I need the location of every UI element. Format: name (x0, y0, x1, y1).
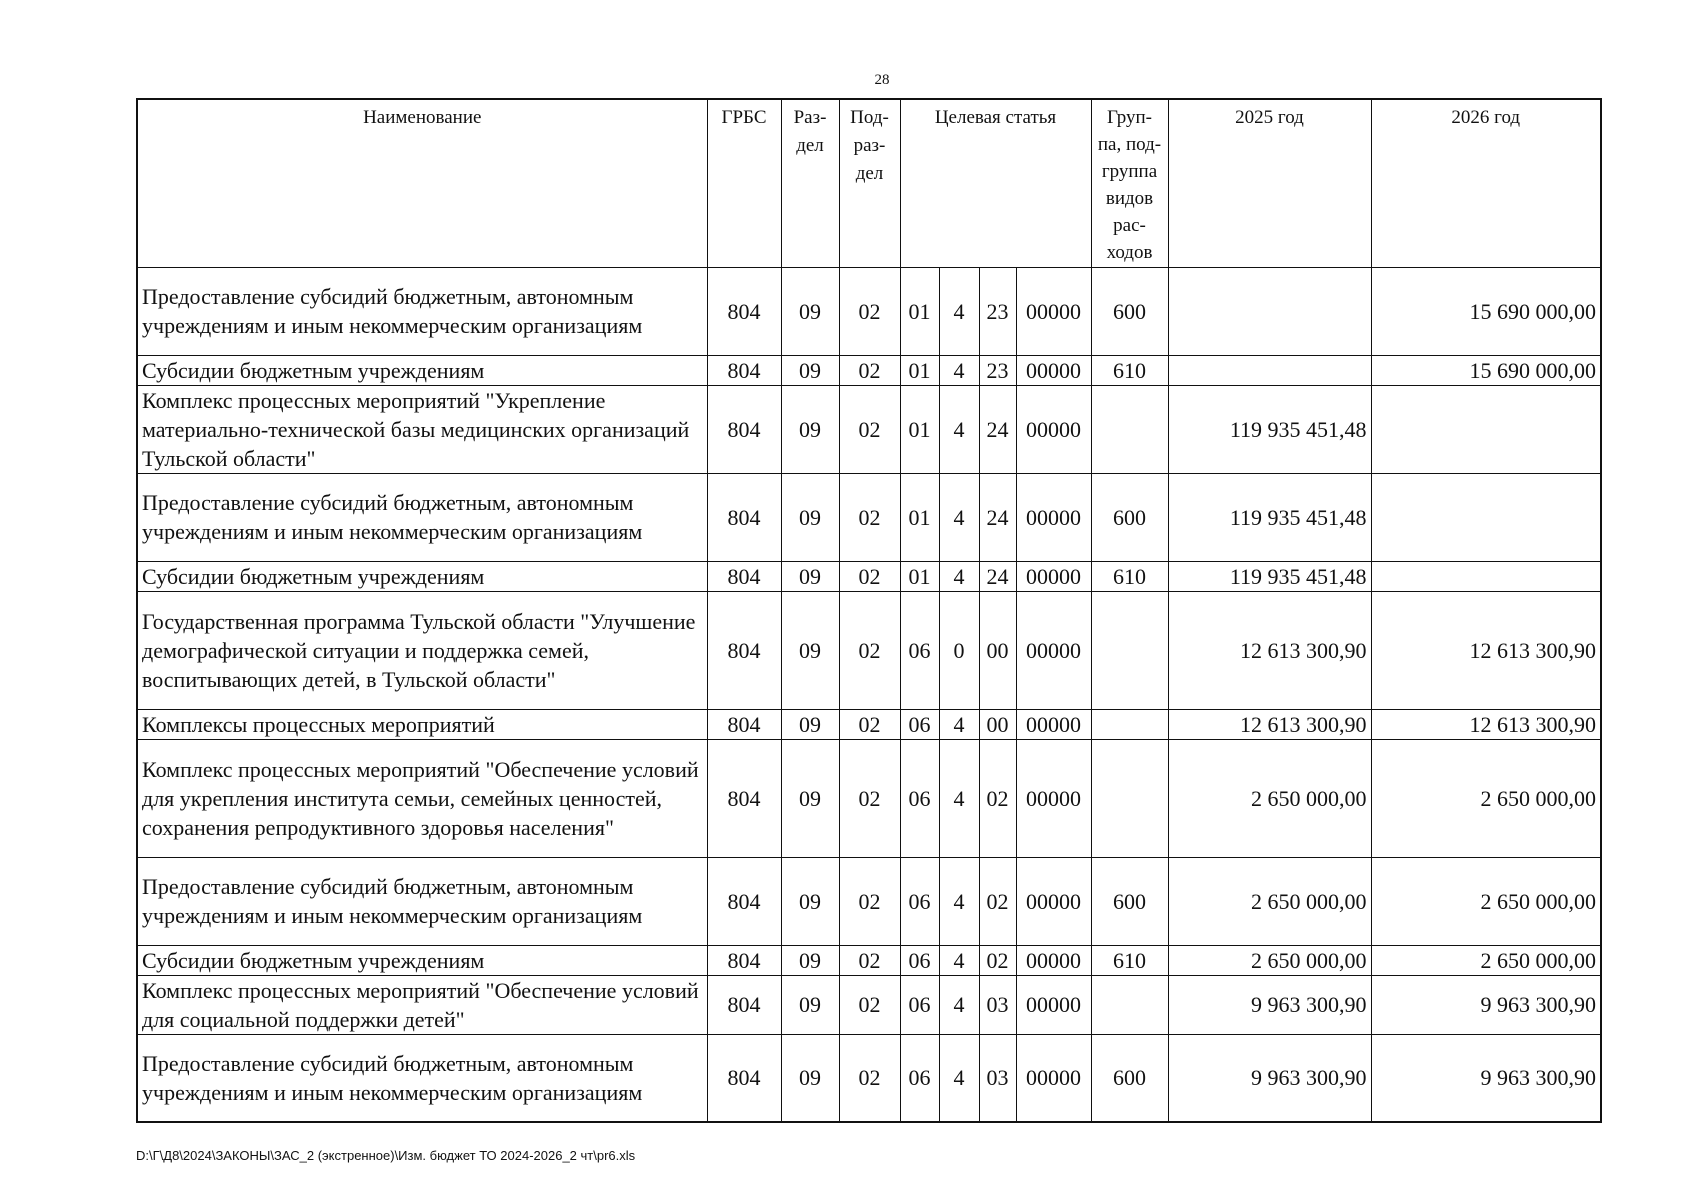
cell-t4: 00000 (1016, 267, 1091, 355)
cell-t1: 06 (900, 591, 939, 709)
cell-t1: 06 (900, 1034, 939, 1122)
cell-y2025: 119 935 451,48 (1168, 561, 1371, 591)
cell-t2: 4 (939, 473, 979, 561)
cell-pr: 02 (839, 945, 900, 975)
table-row (137, 473, 1601, 561)
cell-grbs: 804 (707, 591, 781, 709)
table-row (137, 1034, 1601, 1122)
cell-vr: 610 (1091, 561, 1168, 591)
cell-pr: 02 (839, 473, 900, 561)
cell-y2026: 15 690 000,00 (1371, 267, 1601, 355)
cell-t3: 03 (979, 1034, 1016, 1122)
cell-t2: 4 (939, 975, 979, 1034)
cell-t1: 06 (900, 975, 939, 1034)
cell-name: Предоставление субсидий бюджетным, автономным учреждениям и иным некоммерческим организациям (137, 473, 707, 561)
cell-pr: 02 (839, 355, 900, 385)
cell-t2: 4 (939, 709, 979, 739)
cell-t3: 00 (979, 709, 1016, 739)
cell-t1: 01 (900, 267, 939, 355)
cell-y2026: 15 690 000,00 (1371, 355, 1601, 385)
cell-t4: 00000 (1016, 857, 1091, 945)
cell-vr: 600 (1091, 473, 1168, 561)
table-body (137, 267, 1601, 1122)
cell-grbs: 804 (707, 975, 781, 1034)
cell-y2026: 2 650 000,00 (1371, 857, 1601, 945)
table-row (137, 355, 1601, 385)
cell-vr: 600 (1091, 267, 1168, 355)
table-row (137, 857, 1601, 945)
cell-t2: 4 (939, 561, 979, 591)
cell-pr: 02 (839, 709, 900, 739)
cell-t1: 01 (900, 355, 939, 385)
cell-rz: 09 (781, 385, 839, 473)
cell-t2: 4 (939, 267, 979, 355)
header-year-2026: 2026 год (1371, 99, 1601, 267)
cell-y2026: 2 650 000,00 (1371, 739, 1601, 857)
table-row (137, 975, 1601, 1034)
header-target-article: Целевая статья (900, 99, 1091, 267)
cell-y2026 (1371, 561, 1601, 591)
cell-y2026 (1371, 385, 1601, 473)
cell-pr: 02 (839, 1034, 900, 1122)
cell-t3: 03 (979, 975, 1016, 1034)
cell-t4: 00000 (1016, 1034, 1091, 1122)
header-grbs: ГРБС (707, 99, 781, 267)
cell-name: Комплекс процессных мероприятий "Укрепление материально-технической базы медицинских организаций Тульской области" (137, 385, 707, 473)
cell-rz: 09 (781, 945, 839, 975)
cell-t3: 00 (979, 591, 1016, 709)
cell-y2026 (1371, 473, 1601, 561)
cell-pr: 02 (839, 591, 900, 709)
table-row (137, 385, 1601, 473)
table-row (137, 591, 1601, 709)
cell-name: Субсидии бюджетным учреждениям (137, 561, 707, 591)
cell-rz: 09 (781, 1034, 839, 1122)
cell-t3: 02 (979, 739, 1016, 857)
cell-vr: 600 (1091, 857, 1168, 945)
cell-y2026: 9 963 300,90 (1371, 975, 1601, 1034)
cell-grbs: 804 (707, 857, 781, 945)
cell-t1: 01 (900, 385, 939, 473)
cell-t1: 06 (900, 739, 939, 857)
cell-t2: 4 (939, 385, 979, 473)
cell-t4: 00000 (1016, 739, 1091, 857)
cell-grbs: 804 (707, 709, 781, 739)
cell-name: Комплексы процессных мероприятий (137, 709, 707, 739)
cell-y2026: 12 613 300,90 (1371, 591, 1601, 709)
cell-y2025 (1168, 355, 1371, 385)
cell-t2: 4 (939, 857, 979, 945)
cell-vr (1091, 709, 1168, 739)
cell-t4: 00000 (1016, 709, 1091, 739)
cell-t4: 00000 (1016, 355, 1091, 385)
cell-vr (1091, 385, 1168, 473)
cell-name: Предоставление субсидий бюджетным, автономным учреждениям и иным некоммерческим организациям (137, 857, 707, 945)
cell-t1: 06 (900, 709, 939, 739)
cell-t3: 24 (979, 561, 1016, 591)
cell-name: Субсидии бюджетным учреждениям (137, 945, 707, 975)
cell-grbs: 804 (707, 267, 781, 355)
cell-y2026: 12 613 300,90 (1371, 709, 1601, 739)
cell-rz: 09 (781, 591, 839, 709)
cell-rz: 09 (781, 709, 839, 739)
cell-y2026: 2 650 000,00 (1371, 945, 1601, 975)
cell-pr: 02 (839, 267, 900, 355)
cell-y2025: 12 613 300,90 (1168, 709, 1371, 739)
cell-t2: 4 (939, 739, 979, 857)
cell-vr: 610 (1091, 355, 1168, 385)
table-row (137, 739, 1601, 857)
cell-name: Предоставление субсидий бюджетным, автономным учреждениям и иным некоммерческим организациям (137, 267, 707, 355)
cell-t2: 0 (939, 591, 979, 709)
cell-grbs: 804 (707, 561, 781, 591)
cell-name: Субсидии бюджетным учреждениям (137, 355, 707, 385)
cell-rz: 09 (781, 857, 839, 945)
cell-y2025: 9 963 300,90 (1168, 1034, 1371, 1122)
cell-t1: 01 (900, 561, 939, 591)
cell-t4: 00000 (1016, 473, 1091, 561)
table-row (137, 945, 1601, 975)
cell-grbs: 804 (707, 739, 781, 857)
cell-t1: 06 (900, 945, 939, 975)
cell-vr (1091, 591, 1168, 709)
cell-t4: 00000 (1016, 385, 1091, 473)
cell-t2: 4 (939, 945, 979, 975)
cell-y2025: 2 650 000,00 (1168, 945, 1371, 975)
cell-rz: 09 (781, 739, 839, 857)
budget-table (136, 98, 1602, 1123)
cell-y2025: 119 935 451,48 (1168, 473, 1371, 561)
table-row (137, 709, 1601, 739)
header-row (137, 99, 1601, 267)
cell-pr: 02 (839, 739, 900, 857)
cell-name: Предоставление субсидий бюджетным, автономным учреждениям и иным некоммерческим организациям (137, 1034, 707, 1122)
cell-t4: 00000 (1016, 945, 1091, 975)
cell-y2025 (1168, 267, 1371, 355)
page-number: 28 (874, 72, 890, 88)
cell-grbs: 804 (707, 1034, 781, 1122)
cell-pr: 02 (839, 975, 900, 1034)
cell-t3: 02 (979, 857, 1016, 945)
footer-file-path: D:\Г\Д8\2024\ЗАКОНЫ\ЗАС_2 (экстренное)\Изм. бюджет ТО 2024-2026_2 чт\pr6.xls (136, 1148, 636, 1163)
cell-pr: 02 (839, 561, 900, 591)
header-year-2025: 2025 год (1168, 99, 1371, 267)
table-row (137, 267, 1601, 355)
cell-vr: 600 (1091, 1034, 1168, 1122)
cell-y2025: 2 650 000,00 (1168, 857, 1371, 945)
cell-grbs: 804 (707, 945, 781, 975)
cell-y2026: 9 963 300,90 (1371, 1034, 1601, 1122)
cell-grbs: 804 (707, 385, 781, 473)
cell-y2025: 2 650 000,00 (1168, 739, 1371, 857)
cell-rz: 09 (781, 473, 839, 561)
cell-y2025: 9 963 300,90 (1168, 975, 1371, 1034)
cell-t4: 00000 (1016, 975, 1091, 1034)
cell-rz: 09 (781, 267, 839, 355)
cell-name: Комплекс процессных мероприятий "Обеспечение условий для укрепления института семьи, семейных ценностей, сохранения репродуктивного здоровья населения" (137, 739, 707, 857)
cell-t4: 00000 (1016, 591, 1091, 709)
cell-pr: 02 (839, 857, 900, 945)
cell-t2: 4 (939, 355, 979, 385)
cell-pr: 02 (839, 385, 900, 473)
cell-vr (1091, 739, 1168, 857)
cell-t3: 02 (979, 945, 1016, 975)
cell-rz: 09 (781, 561, 839, 591)
header-subsection: Под- раз- дел (839, 99, 900, 267)
cell-rz: 09 (781, 975, 839, 1034)
cell-y2025: 12 613 300,90 (1168, 591, 1371, 709)
cell-t1: 01 (900, 473, 939, 561)
cell-t1: 06 (900, 857, 939, 945)
cell-t3: 23 (979, 267, 1016, 355)
cell-name: Комплекс процессных мероприятий "Обеспечение условий для социальной поддержки детей" (137, 975, 707, 1034)
cell-name: Государственная программа Тульской области "Улучшение демографической ситуации и поддержка семей, воспитывающих детей, в Тульской области" (137, 591, 707, 709)
header-name: Наименование (137, 99, 707, 267)
header-section: Раз- дел (781, 99, 839, 267)
cell-grbs: 804 (707, 473, 781, 561)
cell-t3: 24 (979, 473, 1016, 561)
cell-t2: 4 (939, 1034, 979, 1122)
cell-grbs: 804 (707, 355, 781, 385)
header-expense-group: Груп- па, под- группа видов рас- ходов (1091, 99, 1168, 267)
cell-y2025: 119 935 451,48 (1168, 385, 1371, 473)
cell-vr: 610 (1091, 945, 1168, 975)
cell-t4: 00000 (1016, 561, 1091, 591)
cell-t3: 24 (979, 385, 1016, 473)
cell-vr (1091, 975, 1168, 1034)
cell-rz: 09 (781, 355, 839, 385)
table-row (137, 561, 1601, 591)
cell-t3: 23 (979, 355, 1016, 385)
